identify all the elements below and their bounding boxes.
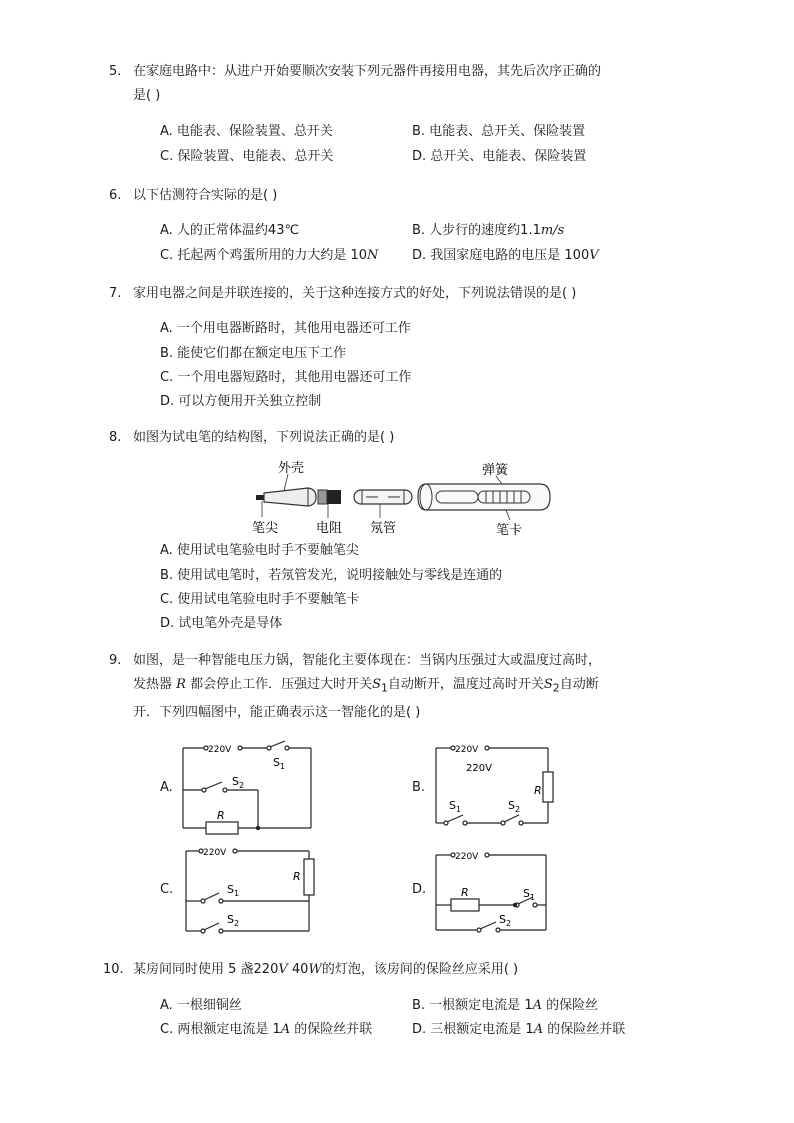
option-b: B. 能使它们都在额定电压下工作 xyxy=(160,346,347,361)
resistor-label: R xyxy=(461,886,469,899)
label-clip: 笔卡 xyxy=(496,523,523,538)
resistor-label: R xyxy=(293,870,301,883)
question-stem: 某房间同时使用 5 盏220V 40W的灯泡，该房间的保险丝应采用( ) xyxy=(133,962,519,977)
option-c: C. 两根额定电流是 1A 的保险丝并联 xyxy=(160,1022,373,1037)
option-d: D. 可以方便用开关独立控制 xyxy=(160,394,322,409)
option-c: C. 托起两个鸡蛋所用的力大约是 10N xyxy=(160,248,379,263)
option-b: B. 使用试电笔时，若氖管发光，说明接触处与零线是连通的 xyxy=(160,568,503,583)
option-b: B. 电能表、总开关、保险装置 xyxy=(412,124,586,139)
circuit-b xyxy=(433,740,558,830)
question-number: 8. xyxy=(109,430,122,445)
label-tip: 笔尖 xyxy=(252,521,279,536)
option-c: C. 保险装置、电能表、总开关 xyxy=(160,149,334,164)
resistor-label: R xyxy=(534,784,542,797)
option-d: D. 我国家庭电路的电压是 100V xyxy=(412,248,599,263)
question-6 xyxy=(109,184,673,208)
question-stem-cont: 开．下列四幅图中，能正确表示这一智能化的是( ) xyxy=(133,704,421,720)
question-10 xyxy=(103,958,673,982)
source-label: 220V xyxy=(455,745,479,755)
option-d: D. 总开关、电能表、保险装置 xyxy=(412,149,587,164)
circuit-c-label: C. xyxy=(160,882,174,897)
question-stem: 以下估测符合实际的是( ) xyxy=(133,188,278,203)
label-spring: 弹簧 xyxy=(482,463,509,478)
switch-s2-label: $S_2$ xyxy=(508,799,521,814)
switch-s1-label: $S_1$ xyxy=(273,756,286,771)
question-stem-cont: 是( ) xyxy=(133,88,161,103)
label-neon: 氖管 xyxy=(370,521,397,536)
question-stem: 如图为试电笔的结构图，下列说法正确的是( ) xyxy=(133,430,395,445)
circuit-a-label: A. xyxy=(160,780,173,795)
option-a: A. 一个用电器断路时，其他用电器还可工作 xyxy=(160,321,411,336)
question-8 xyxy=(109,426,673,450)
circuit-b-label: B. xyxy=(412,780,426,795)
question-7 xyxy=(109,282,673,306)
label-shell: 外壳 xyxy=(278,461,305,476)
option-a: A. 人的正常体温约43℃ xyxy=(160,223,300,238)
resistor xyxy=(318,490,327,504)
question-number: 7. xyxy=(109,286,122,301)
voltage-label: 220V xyxy=(466,763,492,774)
question-stem: 在家庭电路中：从进户开始要顺次安装下列元器件再接用电器，其先后次序正确的 xyxy=(133,64,602,79)
option-b: B. 一根额定电流是 1A 的保险丝 xyxy=(412,998,599,1013)
circuit-d xyxy=(433,847,553,937)
question-number: 5. xyxy=(109,64,122,79)
test-pencil-diagram xyxy=(250,462,560,544)
question-stem: 如图，是一种智能电压力锅，智能化主要体现在：当锅内压强过大或温度过高时， xyxy=(133,653,602,668)
source-label: 220V xyxy=(208,745,232,755)
circuit-d-label: D. xyxy=(412,882,427,897)
circuit-a xyxy=(180,740,315,835)
option-a: A. 使用试电笔验电时手不要触笔尖 xyxy=(160,543,359,558)
option-a: A. 一根细铜丝 xyxy=(160,998,242,1013)
option-d: D. 试电笔外壳是导体 xyxy=(160,616,283,631)
question-stem-cont: 发热器 R 都会停止工作．压强过大时开关$S_1$自动断开，温度过高时开关$S_2$自动断 xyxy=(133,677,599,695)
question-number: 6. xyxy=(109,188,122,203)
switch-s1-label: $S_1$ xyxy=(449,799,462,814)
label-resistor: 电阻 xyxy=(316,521,343,536)
switch-s2-label: $S_2$ xyxy=(232,775,245,790)
source-label: 220V xyxy=(455,852,479,862)
switch-s2-label: $S_2$ xyxy=(499,913,512,928)
circuit-c xyxy=(183,843,323,938)
question-5 xyxy=(109,60,673,108)
option-b: B. 人步行的速度约1.1m/s xyxy=(412,223,565,238)
switch-s1-label: $S_1$ xyxy=(523,887,536,902)
pen-tip xyxy=(256,495,264,500)
switch-s1-label: $S_1$ xyxy=(227,883,240,898)
option-c: C. 使用试电笔验电时手不要触笔卡 xyxy=(160,592,360,607)
question-number: 9. xyxy=(109,653,122,668)
option-a: A. 电能表、保险装置、总开关 xyxy=(160,124,333,139)
resistor-label: R xyxy=(217,809,225,822)
option-c: C. 一个用电器短路时，其他用电器还可工作 xyxy=(160,370,412,385)
switch-s2-label: $S_2$ xyxy=(227,913,240,928)
question-number: 10. xyxy=(103,962,124,977)
question-stem: 家用电器之间是并联连接的，关于这种连接方式的好处，下列说法错误的是( ) xyxy=(133,286,577,301)
option-d: D. 三根额定电流是 1A 的保险丝并联 xyxy=(412,1022,626,1037)
source-label: 220V xyxy=(203,848,227,858)
question-9 xyxy=(109,649,673,725)
neon-tube xyxy=(354,490,412,504)
